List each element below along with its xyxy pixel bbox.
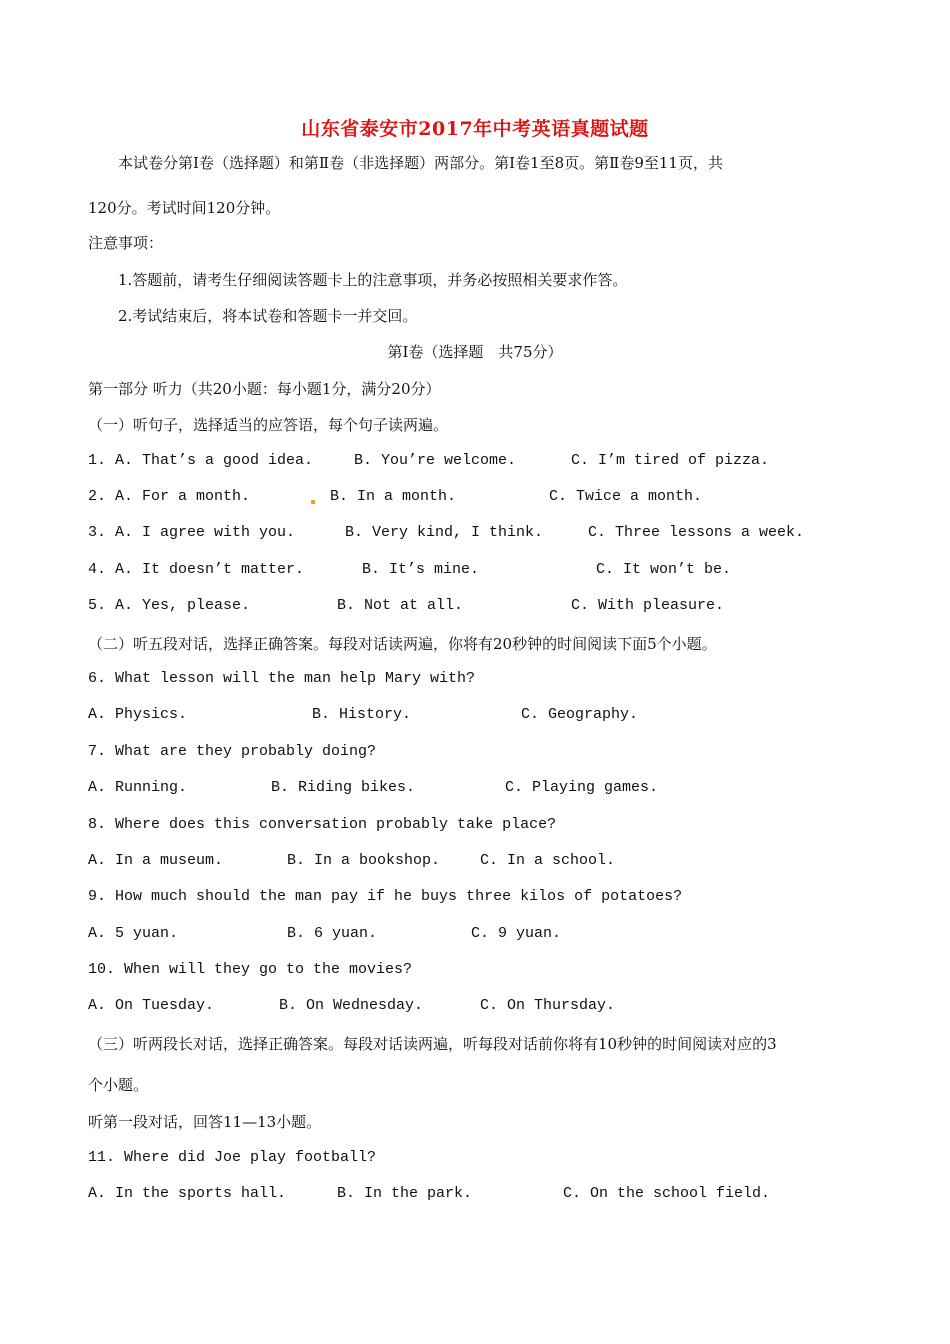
question-3-option-c: C. Three lessons a week. — [588, 524, 805, 541]
intro-line-1: 本试卷分第Ⅰ卷（选择题）和第Ⅱ卷（非选择题）两部分。第Ⅰ卷1至8页。第Ⅱ卷9至11页，共 — [118, 154, 723, 172]
question-7-option-c: C. Playing games. — [505, 779, 659, 796]
question-9-option-a: A. 5 yuan. — [88, 925, 179, 942]
section-2-heading: （二）听五段对话，选择正确答案。每段对话读两遍，你将有20秒钟的时间阅读下面5个小题。 — [88, 635, 717, 653]
question-4-option-c: C. It won’t be. — [596, 561, 732, 578]
intro-line-2: 120分。考试时间120分钟。 — [88, 199, 281, 217]
question-6-stem: 6. What lesson will the man help Mary with? — [88, 670, 476, 687]
section-3-heading-line-1: （三）听两段长对话，选择正确答案。每段对话读两遍，听每段对话前你将有10秒钟的时间阅读对应的3 — [88, 1035, 777, 1053]
question-9-option-b: B. 6 yuan. — [287, 925, 378, 942]
section-3-heading-line-2: 个小题。 — [88, 1076, 149, 1094]
notes-item-1: 1.答题前，请考生仔细阅读答题卡上的注意事项，并务必按照相关要求作答。 — [118, 271, 628, 289]
volume-1-heading: 第Ⅰ卷（选择题 共75分） — [387, 343, 563, 361]
question-8-stem: 8. Where does this conversation probably take place? — [88, 816, 557, 833]
question-5-option-b: B. Not at all. — [337, 597, 464, 614]
question-11-option-a: A. In the sports hall. — [88, 1185, 287, 1202]
question-2-option-a: 2. A. For a month. — [88, 488, 251, 505]
question-8-option-a: A. In a museum. — [88, 852, 224, 869]
question-1-option-a: 1. A. That’s a good idea. — [88, 452, 314, 469]
question-3-option-a: 3. A. I agree with you. — [88, 524, 296, 541]
part-1-heading: 第一部分 听力（共20小题：每小题1分，满分20分） — [88, 380, 441, 398]
section-1-heading: （一）听句子，选择适当的应答语，每个句子读两遍。 — [88, 416, 449, 434]
stray-mark — [311, 500, 315, 504]
question-6-option-a: A. Physics. — [88, 706, 188, 723]
question-2-option-c: C. Twice a month. — [549, 488, 703, 505]
question-5-option-a: 5. A. Yes, please. — [88, 597, 251, 614]
question-7-option-a: A. Running. — [88, 779, 188, 796]
question-2-option-b: B. In a month. — [330, 488, 457, 505]
question-7-stem: 7. What are they probably doing? — [88, 743, 377, 760]
notes-heading: 注意事项： — [88, 234, 164, 252]
question-6-option-c: C. Geography. — [521, 706, 639, 723]
question-10-option-a: A. On Tuesday. — [88, 997, 215, 1014]
question-6-option-b: B. History. — [312, 706, 412, 723]
question-11-option-b: B. In the park. — [337, 1185, 473, 1202]
question-11-option-c: C. On the school field. — [563, 1185, 771, 1202]
dialog-1-heading: 听第一段对话，回答11—13小题。 — [88, 1113, 322, 1131]
question-11-stem: 11. Where did Joe play football? — [88, 1149, 377, 1166]
question-3-option-b: B. Very kind, I think. — [345, 524, 544, 541]
question-9-stem: 9. How much should the man pay if he buys three kilos of potatoes? — [88, 888, 683, 905]
question-4-option-a: 4. A. It doesn’t matter. — [88, 561, 305, 578]
question-5-option-c: C. With pleasure. — [571, 597, 725, 614]
question-1-option-c: C. I’m tired of pizza. — [571, 452, 770, 469]
question-10-option-c: C. On Thursday. — [480, 997, 616, 1014]
question-10-option-b: B. On Wednesday. — [279, 997, 424, 1014]
question-8-option-b: B. In a bookshop. — [287, 852, 441, 869]
page-title: 山东省泰安市2017年中考英语真题试题 — [301, 118, 649, 140]
question-1-option-b: B. You’re welcome. — [354, 452, 517, 469]
question-9-option-c: C. 9 yuan. — [471, 925, 562, 942]
question-4-option-b: B. It’s mine. — [362, 561, 480, 578]
question-8-option-c: C. In a school. — [480, 852, 616, 869]
question-7-option-b: B. Riding bikes. — [271, 779, 416, 796]
notes-item-2: 2.考试结束后，将本试卷和答题卡一并交回。 — [118, 307, 418, 325]
question-10-stem: 10. When will they go to the movies? — [88, 961, 413, 978]
